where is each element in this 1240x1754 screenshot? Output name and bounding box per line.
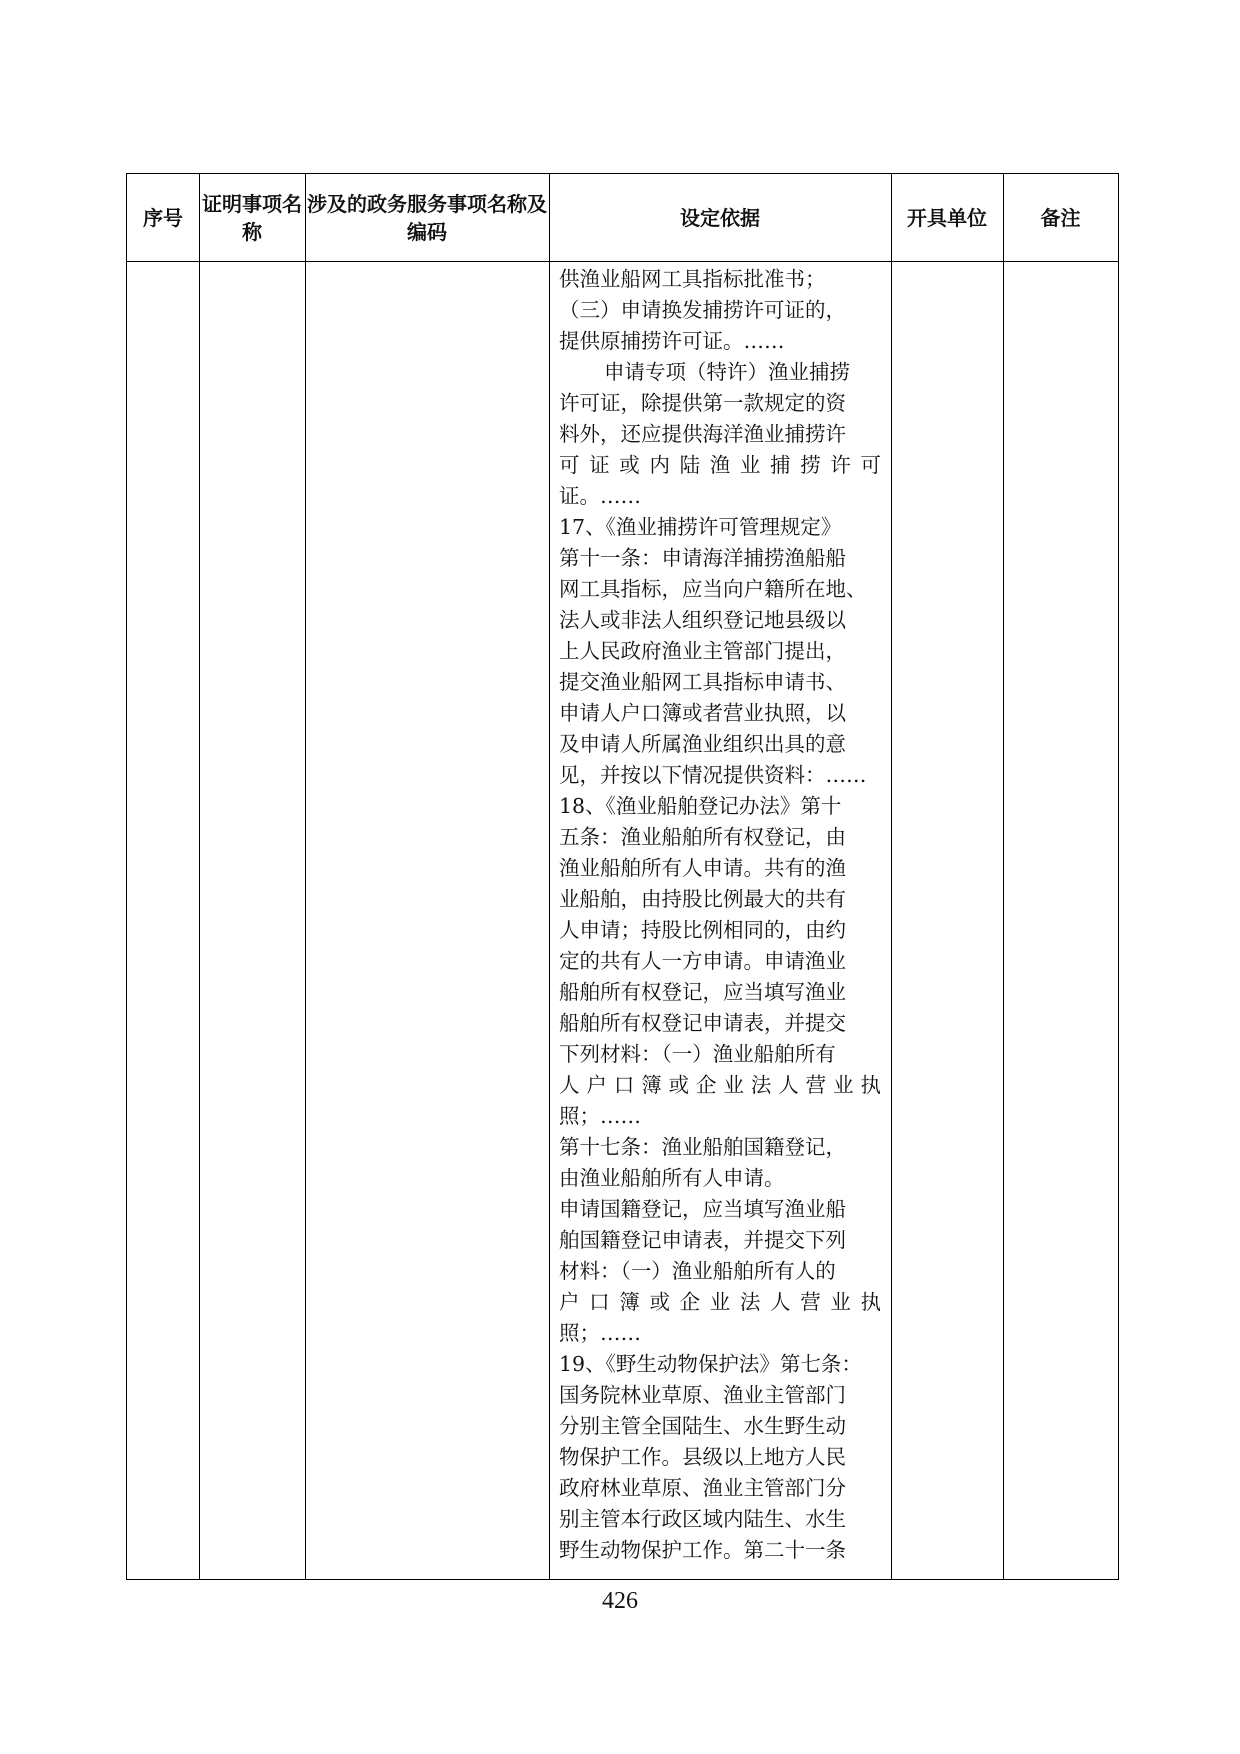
basis-line: 及申请人所属渔业组织出具的意: [559, 732, 846, 756]
basis-line: 上人民政府渔业主管部门提出，: [559, 639, 846, 663]
basis-line: 料外，还应提供海洋渔业捕捞许: [559, 422, 846, 446]
basis-line: 别主管本行政区域内陆生、水生: [559, 1507, 846, 1531]
header-divider: [127, 261, 1118, 262]
basis-line: 由渔业船舶所有人申请。: [559, 1166, 785, 1190]
basis-line: 第十七条：渔业船舶国籍登记，: [559, 1135, 846, 1159]
header-services: 涉及的政务服务事项名称及编码: [307, 191, 547, 244]
basis-line: 许可证，除提供第一款规定的资: [559, 391, 846, 415]
basis-line: 申请专项（特许）渔业捕捞: [604, 360, 850, 384]
basis-line: 网工具指标，应当向户籍所在地、: [559, 577, 867, 601]
basis-line: 可证或内陆渔业捕捞许可: [559, 453, 881, 477]
basis-line: 18、《渔业船舶登记办法》第十: [559, 794, 842, 818]
basis-line: 分别主管全国陆生、水生野生动: [559, 1414, 846, 1438]
column-divider: [549, 174, 550, 1579]
basis-line: 材料：（一）渔业船舶所有人的: [559, 1259, 836, 1283]
basis-line: 证。……: [559, 484, 641, 508]
basis-line: 船舶所有权登记申请表，并提交: [559, 1011, 846, 1035]
basis-line: 提供原捕捞许可证。……: [559, 329, 785, 353]
basis-line: 下列材料：（一）渔业船舶所有: [559, 1042, 836, 1066]
basis-line: 照；……: [559, 1321, 641, 1345]
column-divider: [199, 174, 200, 1579]
basis-line: 供渔业船网工具指标批准书；: [559, 267, 826, 291]
header-remarks: 备注: [1040, 205, 1081, 230]
basis-line: 提交渔业船网工具指标申请书、: [559, 670, 846, 694]
column-divider: [1003, 174, 1004, 1579]
basis-line: 申请国籍登记，应当填写渔业船: [559, 1197, 846, 1221]
header-issuer: 开具单位: [907, 205, 987, 230]
basis-line: 政府林业草原、渔业主管部门分: [559, 1476, 846, 1500]
header-basis: 设定依据: [680, 205, 760, 230]
column-divider: [305, 174, 306, 1579]
basis-line: 第十一条：申请海洋捕捞渔船船: [559, 546, 846, 570]
basis-line: 人户口簿或企业法人营业执: [559, 1073, 881, 1097]
page-number: 426: [602, 1588, 638, 1614]
basis-line: 渔业船舶所有人申请。共有的渔: [559, 856, 846, 880]
basis-line: 法人或非法人组织登记地县级以: [559, 608, 846, 632]
basis-line: 见，并按以下情况提供资料：……: [559, 763, 867, 787]
basis-line: （三）申请换发捕捞许可证的，: [559, 298, 846, 322]
basis-line: 国务院林业草原、渔业主管部门: [559, 1383, 846, 1407]
basis-line: 野生动物保护工作。第二十一条: [559, 1538, 846, 1562]
basis-line: 业船舶，由持股比例最大的共有: [559, 887, 846, 911]
basis-line: 五条：渔业船舶所有权登记，由: [559, 825, 846, 849]
certification-table: [126, 173, 1119, 1580]
header-cert-name: 证明事项名称: [202, 191, 302, 244]
basis-line: 申请人户口簿或者营业执照，以: [559, 701, 846, 725]
basis-line: 船舶所有权登记，应当填写渔业: [559, 980, 846, 1004]
basis-line: 户口簿或企业法人营业执: [559, 1290, 881, 1314]
basis-line: 定的共有人一方申请。申请渔业: [559, 949, 846, 973]
basis-line: 17、《渔业捕捞许可管理规定》: [559, 515, 842, 539]
basis-line: 19、《野生动物保护法》第七条：: [559, 1352, 862, 1376]
basis-line: 照；……: [559, 1104, 641, 1128]
basis-line: 人申请；持股比例相同的，由约: [559, 918, 846, 942]
header-seq: 序号: [143, 205, 183, 230]
column-divider: [891, 174, 892, 1579]
basis-line: 物保护工作。县级以上地方人民: [559, 1445, 846, 1469]
basis-line: 舶国籍登记申请表，并提交下列: [559, 1228, 846, 1252]
basis-cell: [559, 264, 881, 1566]
